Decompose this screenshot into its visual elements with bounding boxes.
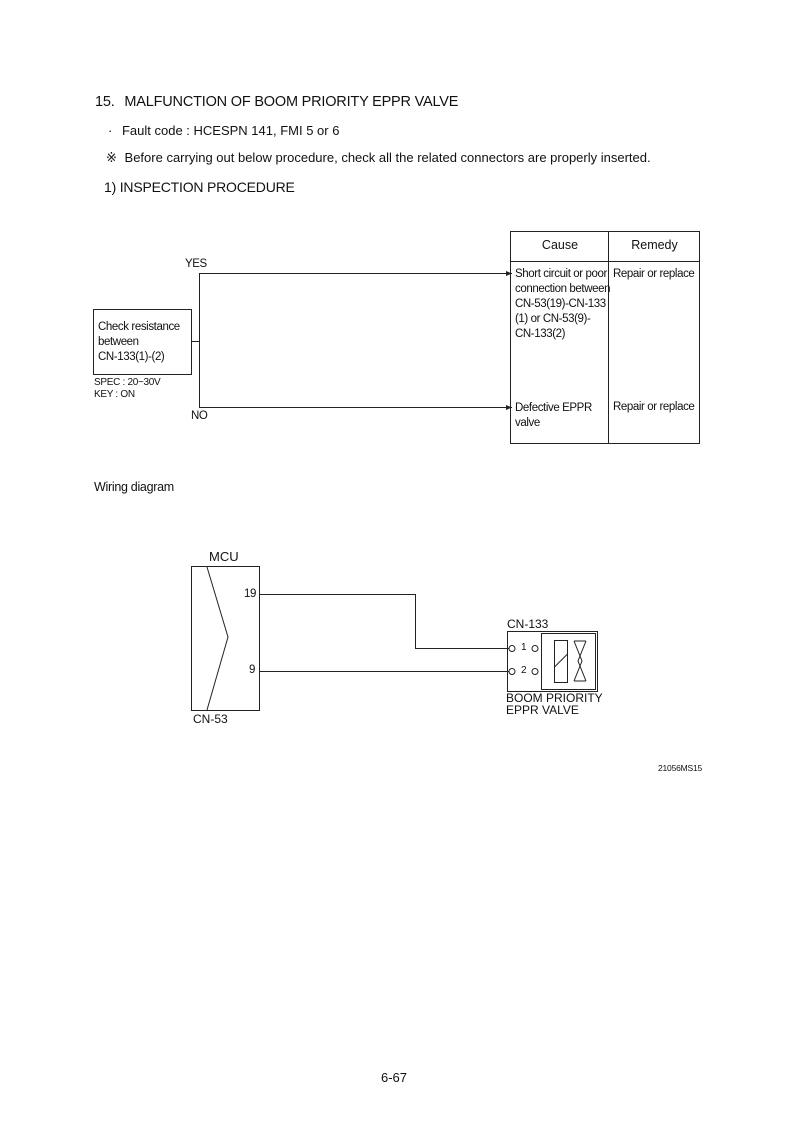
valve-label (506, 692, 603, 716)
cause-line: (1) or CN-53(9)- (515, 313, 591, 325)
valve-label-line: BOOM PRIORITY (506, 691, 603, 705)
cn133-pin2-label: 2 (521, 665, 527, 676)
mcu-label: MCU (209, 549, 239, 564)
wiring-heading: Wiring diagram (94, 480, 174, 494)
cause-header: Cause (541, 238, 579, 252)
pin2-female-icon (532, 669, 538, 675)
no-label: NO (191, 410, 208, 422)
solenoid-icon (555, 641, 568, 683)
pin-19-label: 19 (244, 588, 256, 600)
pin-9-label: 9 (249, 664, 255, 676)
key-label: KEY : ON (94, 389, 135, 400)
cause-line: CN-133(2) (515, 328, 566, 340)
pin1-female-icon (532, 646, 538, 652)
cn133-pin1-label: 1 (521, 642, 527, 653)
fault-code: Fault code : HCESPN 141, FMI 5 or 6 (121, 123, 340, 138)
remedy-cell-1: Repair or replace (613, 268, 695, 280)
page-number: 6-67 (381, 1070, 408, 1085)
figure-code: 21056MS15 (658, 763, 703, 773)
check-box-line: CN-133(1)-(2) (98, 351, 165, 363)
pin1-male-icon (509, 646, 515, 652)
section-title: MALFUNCTION OF BOOM PRIORITY EPPR VALVE (124, 94, 459, 110)
section-number: 15. (95, 94, 115, 110)
spec-label: SPEC : 20~30V (94, 377, 161, 388)
bullet: · (108, 123, 113, 138)
cn53-label: CN-53 (193, 712, 228, 726)
valve-inner-frame (542, 634, 596, 690)
inspection-heading: 1) INSPECTION PROCEDURE (104, 179, 295, 195)
cause-line: Defective EPPR (515, 402, 592, 414)
pin2-male-icon (509, 669, 515, 675)
remedy-cell-2: Repair or replace (613, 401, 695, 413)
remedy-header: Remedy (631, 238, 678, 252)
check-box-line: Check resistance (98, 321, 180, 333)
mcu-connector-icon (207, 567, 228, 710)
reference-mark-icon: ※ (106, 150, 117, 165)
note-text: Before carrying out below procedure, check all the related connectors are properly inserted. (124, 150, 651, 165)
cause-line: valve (515, 417, 540, 429)
cause-line: CN-53(19)-CN-133 (515, 298, 606, 310)
valve-label-line: EPPR VALVE (506, 703, 579, 717)
cause-line: Short circuit or poor (515, 268, 607, 280)
wire-19 (260, 595, 509, 649)
cn133-label: CN-133 (507, 617, 549, 631)
cause-line: connection between (515, 283, 611, 295)
yes-label: YES (185, 258, 207, 270)
check-box-line: between (98, 336, 139, 348)
